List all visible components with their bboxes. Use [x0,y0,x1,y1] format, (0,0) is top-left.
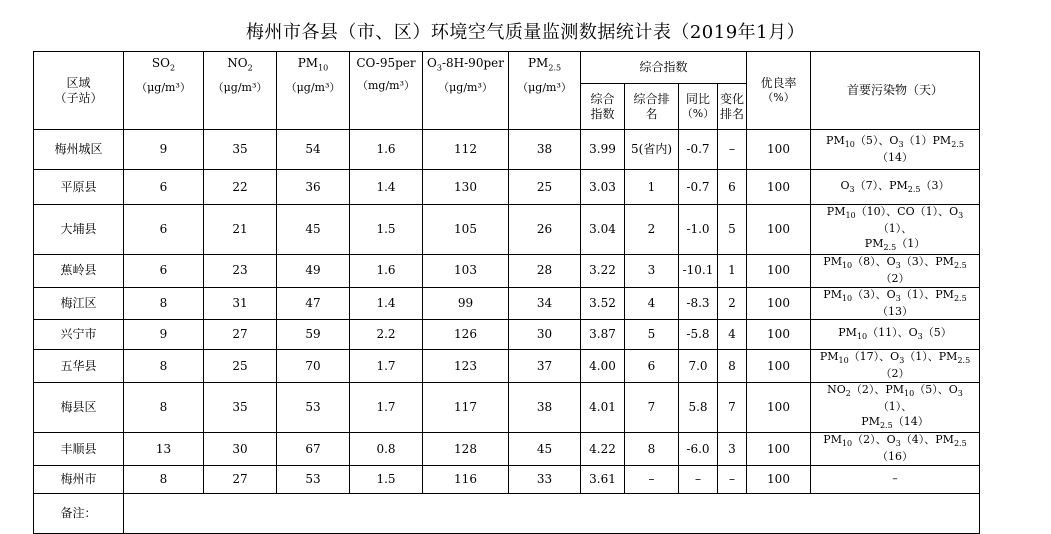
table-cell: 6 [124,254,204,287]
table-row [34,254,980,287]
table-cell: 3.99 [581,130,625,170]
table-cell: （1）、PM [900,287,954,301]
header-composite-index: 综合指数 [581,52,747,84]
table-cell: （17）、O [848,350,900,364]
table-cell: PM [823,254,842,268]
table-row [34,320,980,350]
table-cell: 3 [849,184,855,194]
table-cell: 33 [509,465,581,493]
table-cell: 3 [958,211,964,221]
table-cell: -5.8 [679,320,718,350]
primary-pollutant-cell [811,433,980,466]
table-row [34,350,980,383]
table-cell: 67 [277,433,350,466]
table-cell: 4 [718,320,747,350]
table-cell: （μg/m³） [212,81,268,95]
region-name: 梅县区 [34,383,124,433]
table-cell: 1.5 [350,465,423,493]
table-cell: 2.5 [883,243,897,253]
table-cell: CO-95per [356,56,416,70]
region-name: 梅江区 [34,287,124,320]
table-cell: 5 [625,320,679,350]
table-cell: 1.4 [350,287,423,320]
table-cell: （4）、PM [900,433,954,447]
table-cell: 2.5 [953,439,967,449]
table-cell: 3.22 [581,254,625,287]
table-cell: 1.7 [350,350,423,383]
table-cell: NO [827,383,846,397]
table-cell: 3.04 [581,205,625,255]
table-cell: 23 [204,254,277,287]
table-row [34,130,980,170]
table-cell: 100 [747,130,811,170]
table-cell: （5） [922,326,952,340]
table-cell: NO [227,56,248,70]
table-cell: 4 [625,287,679,320]
table-cell: 6 [718,170,747,205]
table-cell: 8 [124,287,204,320]
table-cell: 38 [509,383,581,433]
table-cell: – [679,465,718,493]
air-quality-table [33,51,980,534]
table-cell: 130 [423,170,509,205]
header-yoy [679,84,718,130]
primary-pollutant-cell [811,287,980,320]
table-cell: 3 [917,332,923,342]
table-cell: （μg/m³） [285,81,341,95]
table-cell: 2.5 [957,356,971,366]
primary-pollutant-cell [811,383,980,433]
table-cell: 49 [277,254,350,287]
table-cell: 6 [124,170,204,205]
table-cell: （子站） [54,90,103,105]
table-cell: PM [838,326,857,340]
table-cell: 2 [169,63,176,73]
remarks-label: 备注： [34,493,124,533]
table-cell: 54 [277,130,350,170]
table-cell: 7.0 [679,350,718,383]
primary-pollutant-cell [811,465,980,493]
table-cell: 10 [838,356,849,366]
table-cell: 3 [899,356,905,366]
table-cell: 59 [277,320,350,350]
table-cell: 100 [747,350,811,383]
table-cell: 9 [124,320,204,350]
table-cell: 2.5 [951,139,964,149]
table-cell: （μg/m³） [438,81,493,95]
table-cell: 9 [124,130,204,170]
table-cell: 1.4 [350,170,423,205]
table-cell: 2 [247,63,253,73]
table-cell: 10 [904,389,915,399]
table-cell: 7 [718,383,747,433]
table-cell: O [840,178,850,192]
table-cell: 5.8 [679,383,718,433]
table-cell: -8.3 [679,287,718,320]
table-cell: 指数 [590,106,615,121]
table-cell: -8H-90per [441,56,504,70]
table-cell: O [427,56,437,70]
table-cell: 27 [204,465,277,493]
table-cell: PM [826,133,845,147]
table-cell: 35 [204,130,277,170]
region-name: 丰顺县 [34,433,124,466]
table-row [34,205,980,255]
table-cell: 100 [747,465,811,493]
table-cell: 100 [747,433,811,466]
table-cell: 100 [747,170,811,205]
table-cell: 100 [747,287,811,320]
region-name: 平原县 [34,170,124,205]
table-cell: 70 [277,350,350,383]
table-cell: 1.7 [350,383,423,433]
table-cell: （2） [880,367,910,381]
table-cell: -10.1 [679,254,718,287]
table-cell: （5）、O [854,133,899,147]
header-change [718,84,747,130]
table-cell: 10 [844,139,855,149]
table-cell: 45 [509,433,581,466]
table-cell: 47 [277,287,350,320]
table-cell: 1 [625,170,679,205]
table-cell: PM [826,205,846,218]
table-cell: 6 [625,350,679,383]
table-cell: 1 [718,254,747,287]
table-cell: 117 [423,383,509,433]
table-cell: （5）、O [914,383,958,397]
page-title: 梅州市各县（市、区）环境空气质量监测数据统计表（2019年1月） [245,22,806,43]
table-cell: 8 [124,383,204,433]
table-cell: 3 [895,293,901,303]
table-cell: （13） [877,304,913,318]
primary-pollutant-cell [811,320,980,350]
table-cell: PM [823,287,842,301]
table-cell: （%） [762,91,795,105]
table-cell: 100 [747,205,811,255]
table-cell: 3 [436,63,442,73]
table-cell: -6.0 [679,433,718,466]
table-cell: 3 [895,439,901,449]
table-cell: 10 [318,63,329,73]
table-cell: 105 [423,205,509,255]
table-cell: 3.52 [581,287,625,320]
table-cell: 38 [509,130,581,170]
table-cell: 25 [204,350,277,383]
table-row [34,433,980,466]
table-cell: 100 [747,320,811,350]
table-cell: （2） [880,271,910,285]
table-cell: 排名 [719,106,744,121]
table-cell: （mg/m³） [356,79,416,92]
header-no2 [204,52,277,130]
table-cell: （10）、CO（1）、O [855,205,959,218]
table-cell: （14） [892,415,929,429]
table-cell: 2.5 [953,293,967,303]
table-cell: 25 [509,170,581,205]
table-cell: 8 [124,350,204,383]
table-cell: 1.5 [350,205,423,255]
table-cell: 3.61 [581,465,625,493]
table-cell: 优良率 [760,76,797,91]
table-cell: 53 [277,383,350,433]
table-cell: 123 [423,350,509,383]
table-row [34,383,980,433]
region-name: 梅州市 [34,465,124,493]
table-cell: 128 [423,433,509,466]
table-cell: 同比 [685,92,710,107]
table-cell: （1）、 [877,221,913,235]
table-cell: -0.7 [679,170,718,205]
table-cell: 100 [747,383,811,433]
table-cell: 4.01 [581,383,625,433]
header-o3 [423,52,509,130]
table-cell: 10 [841,293,853,303]
table-row [34,465,980,493]
table-cell: 3.03 [581,170,625,205]
table-cell: 3 [898,139,904,149]
table-cell: 28 [509,254,581,287]
table-cell: （3） [920,178,950,192]
header-so2 [124,52,204,130]
table-cell: （16） [877,450,913,464]
table-cell: 3 [718,433,747,466]
region-name: 梅州城区 [34,130,124,170]
table-cell: 34 [509,287,581,320]
table-cell: 21 [204,205,277,255]
header-region [34,52,124,130]
table-cell: 3.87 [581,320,625,350]
table-cell: 8 [625,433,679,466]
table-cell: 8 [124,465,204,493]
table-cell: – [718,465,747,493]
table-cell: （1） [896,236,926,250]
table-cell: PM [864,236,884,250]
table-cell: （14） [877,150,913,164]
table-cell: 10 [841,261,853,270]
header-good-rate [747,52,811,130]
region-name: 蕉岭县 [34,254,124,287]
table-row [34,170,980,205]
table-cell: （7）、PM [854,178,908,192]
table-cell: 126 [423,320,509,350]
table-cell: 31 [204,287,277,320]
header-pm10 [277,52,350,130]
table-cell: PM [819,350,839,364]
table-cell: 2.5 [953,261,967,270]
table-cell: 27 [204,320,277,350]
table-cell: 2 [845,389,851,399]
table-cell: 35 [204,383,277,433]
table-cell: 8 [718,350,747,383]
table-cell: （3）、PM [900,254,954,268]
header-co [350,52,423,130]
table-cell: 116 [423,465,509,493]
table-cell: 4.00 [581,350,625,383]
primary-pollutant-cell [811,254,980,287]
table-cell: 0.8 [350,433,423,466]
table-cell: 2 [718,287,747,320]
primary-pollutant-cell [811,205,980,255]
table-cell: （μg/m³） [517,81,572,95]
table-cell: 名 [645,106,658,121]
table-cell: 区域 [66,75,91,90]
table-cell: PM [297,56,319,70]
table-cell: PM [823,433,842,447]
table-cell: 3 [625,254,679,287]
primary-pollutant-cell [811,170,980,205]
table-cell: SO [151,56,170,70]
table-cell: 26 [509,205,581,255]
header-pm25 [509,52,581,130]
table-cell: （3）、O [852,287,896,301]
table-cell: 22 [204,170,277,205]
table-cell: 112 [423,130,509,170]
header-primary-pollutant: 首要污染物（天） [811,52,980,130]
table-cell: 37 [509,350,581,383]
table-cell: – [892,472,898,486]
table-cell: 2.2 [350,320,423,350]
table-cell: PM [527,56,549,70]
table-cell: 7 [625,383,679,433]
table-cell: （2）、PM [850,383,905,397]
region-name: 兴宁市 [34,320,124,350]
table-row [34,287,980,320]
table-cell: 6 [124,205,204,255]
table-cell: 2.5 [907,184,921,194]
table-cell: – [718,130,747,170]
table-cell: 53 [277,465,350,493]
table-cell: 3 [895,261,901,270]
table-cell: 变化 [719,91,744,106]
table-cell: （μg/m³） [136,81,191,95]
table-cell: 1.6 [350,254,423,287]
table-cell: （2）、O [852,433,896,447]
table-cell: 综合 [590,91,615,106]
table-cell: 30 [204,433,277,466]
table-cell: 99 [423,287,509,320]
table-cell: – [625,465,679,493]
table-cell: 36 [277,170,350,205]
table-cell: （%） [681,107,715,121]
table-cell: （1）PM [903,133,952,147]
table-cell: 5(省内) [625,130,679,170]
table-cell: 10 [841,439,853,449]
table-cell: -0.7 [679,130,718,170]
table-cell: 2.5 [879,421,893,431]
remarks-row [34,493,980,533]
table-cell: 10 [856,332,868,342]
table-cell: 103 [423,254,509,287]
table-cell: （8）、O [852,254,896,268]
region-name: 大埔县 [34,205,124,255]
table-cell: （11）、O [867,326,918,340]
primary-pollutant-cell [811,350,980,383]
table-cell: -1.0 [679,205,718,255]
primary-pollutant-cell [811,130,980,170]
table-cell: 1.6 [350,130,423,170]
region-name: 五华县 [34,350,124,383]
table-cell: PM [861,415,880,429]
table-cell: （1）、PM [904,350,958,364]
table-cell: 2 [625,205,679,255]
table-cell: 13 [124,433,204,466]
table-cell: （1）、 [877,400,913,414]
remarks-content [124,493,980,533]
table-cell: 45 [277,205,350,255]
table-cell: 100 [747,254,811,287]
table-cell: 综合排 [633,91,670,106]
table-cell: 3 [957,389,963,399]
table-cell: 2.5 [548,63,562,73]
table-cell: 5 [718,205,747,255]
table-cell: 30 [509,320,581,350]
table-cell: 10 [845,211,856,221]
table-cell: 4.22 [581,433,625,466]
header-index [581,84,625,130]
header-rank [625,84,679,130]
header-row [34,52,980,84]
